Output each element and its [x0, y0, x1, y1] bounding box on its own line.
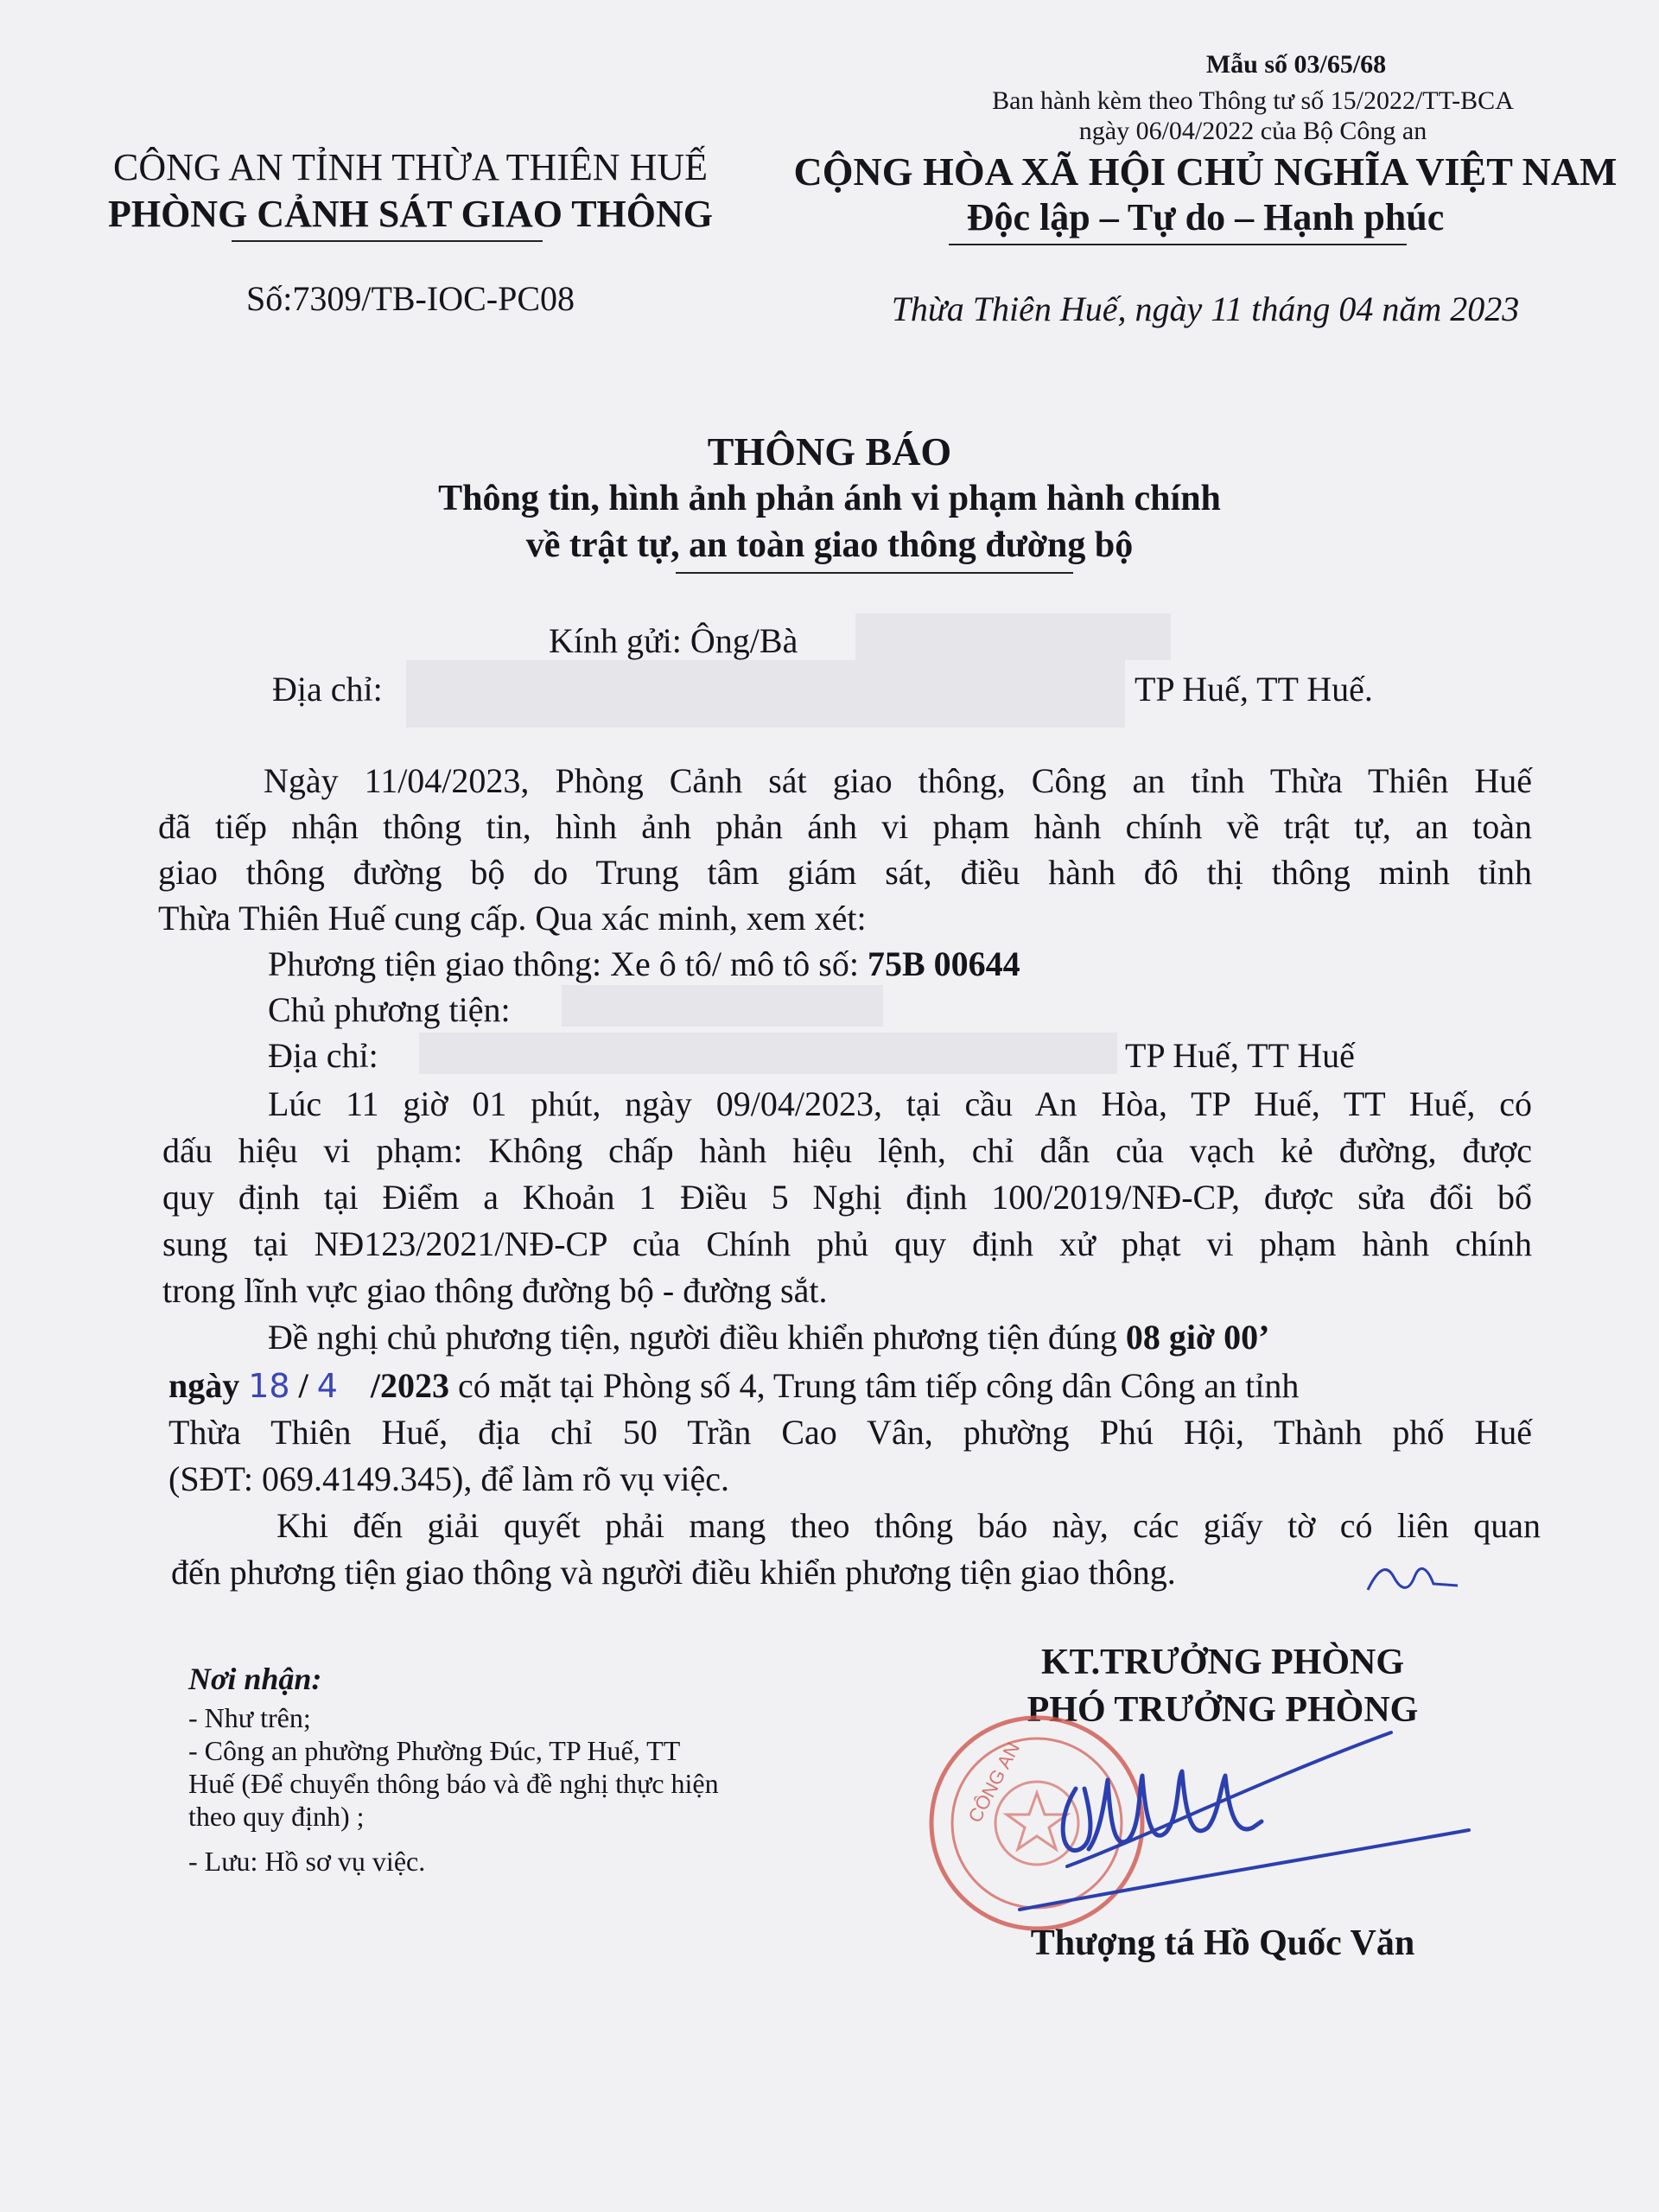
vehicle-label: Phương tiện giao thông: Xe ô tô/ mô tô số: — [268, 944, 859, 983]
paragraph-1-line-4: Thừa Thiên Huế cung cấp. Qua xác minh, xem xét: — [158, 899, 867, 938]
recipient-greeting: Kính gửi: Ông/Bà — [549, 621, 798, 660]
issuing-agency: CÔNG AN TỈNH THỪA THIÊN HUẾ — [112, 146, 708, 188]
appointment-year: /2023 — [370, 1366, 450, 1405]
handwritten-signature — [985, 1728, 1486, 1936]
document-subtitle-line1: Thông tin, hình ảnh phản ánh vi phạm hành chính — [438, 479, 1221, 518]
appointment-day-handwritten: 18 — [248, 1367, 290, 1405]
form-reference-line2: ngày 06/04/2022 của Bộ Công an — [1078, 117, 1427, 145]
receiver-line-2: - Công an phường Phường Đúc, TP Huế, TT — [188, 1735, 681, 1766]
form-reference-line1: Ban hành kèm theo Thông tư số 15/2022/TT-BCA — [992, 86, 1514, 115]
paragraph-3-line-1 — [268, 1317, 1269, 1357]
paragraph-3-line-4: (SĐT: 069.4149.345), để làm rõ vụ việc. — [168, 1459, 730, 1498]
vehicle-info — [268, 944, 1020, 984]
receiver-line-4: theo quy định) ; — [188, 1801, 365, 1832]
document-number: Số:7309/TB-IOC-PC08 — [245, 279, 575, 318]
receivers-title: Nơi nhận: — [188, 1662, 322, 1696]
issuing-department: PHÒNG CẢNH SÁT GIAO THÔNG — [107, 193, 714, 235]
redacted-owner-address — [419, 1033, 1117, 1074]
document-subtitle-line2: về trật tự, an toàn giao thông đường bộ — [525, 525, 1134, 565]
paragraph-4-line-2: đến phương tiện giao thông và người điều khiển phương tiện giao thông. — [171, 1553, 1176, 1592]
receiver-line-5: - Lưu: Hồ sơ vụ việc. — [188, 1846, 426, 1877]
signature-title-2: PHÓ TRƯỞNG PHÒNG — [1027, 1690, 1419, 1730]
paragraph-1-line-1: Ngày 11/04/2023, Phòng Cảnh sát giao thông, Công an tỉnh Thừa Thiên Huế — [264, 761, 1532, 800]
recipient-address-label: Địa chỉ: — [272, 670, 383, 709]
recipient-address-suffix: TP Huế, TT Huế. — [1135, 670, 1373, 709]
paragraph-2-line-4: sung tại NĐ123/2021/NĐ-CP của Chính phủ quy định xử phạt vi phạm hành chính — [162, 1224, 1532, 1263]
document-title: THÔNG BÁO — [707, 429, 952, 474]
motto-underline — [949, 244, 1407, 245]
owner-address-suffix: TP Huế, TT Huế — [1125, 1036, 1355, 1075]
redacted-recipient-name — [855, 613, 1171, 660]
paragraph-2-line-5: trong lĩnh vực giao thông đường bộ - đường sắt. — [162, 1271, 828, 1310]
appointment-location: có mặt tại Phòng số 4, Trung tâm tiếp công dân Công an tỉnh — [458, 1366, 1300, 1405]
owner-label: Chủ phương tiện: — [268, 990, 511, 1029]
appointment-day-label: ngày — [168, 1366, 240, 1405]
date-slash: / — [298, 1366, 308, 1405]
paragraph-3-line-3: Thừa Thiên Huế, địa chỉ 50 Trần Cao Vân, phường Phú Hội, Thành phố Huế — [168, 1413, 1532, 1452]
national-title: CỘNG HÒA XÃ HỘI CHỦ NGHĨA VIỆT NAM — [793, 149, 1618, 194]
receiver-line-1: - Như trên; — [188, 1702, 311, 1733]
owner-address-label: Địa chỉ: — [268, 1036, 378, 1075]
title-underline — [676, 572, 1073, 574]
appointment-time: 08 giờ 00’ — [1125, 1318, 1270, 1357]
paragraph-2-line-3: quy định tại Điểm a Khoản 1 Điều 5 Nghị định 100/2019/NĐ-CP, được sửa đổi bổ — [162, 1178, 1532, 1217]
paragraph-4-line-1: Khi đến giải quyết phải mang theo thông báo này, các giấy tờ có liên quan — [276, 1506, 1541, 1545]
redacted-recipient-address — [406, 660, 1125, 728]
initials-mark — [1361, 1551, 1465, 1603]
paragraph-2-line-2: dấu hiệu vi phạm: Không chấp hành hiệu lệnh, chỉ dẫn của vạch kẻ đường, được — [162, 1131, 1532, 1170]
stamp-text: CÔNG AN — [963, 1738, 1025, 1827]
signature-title-1: KT.TRƯỞNG PHÒNG — [1041, 1643, 1404, 1682]
vehicle-plate: 75B 00644 — [867, 944, 1020, 983]
department-underline — [232, 240, 543, 242]
paragraph-3-line-2 — [168, 1365, 1299, 1406]
receiver-line-3: Huế (Để chuyển thông báo và đề nghị thực hiện — [188, 1768, 719, 1799]
paragraph-1-line-2: đã tiếp nhận thông tin, hình ảnh phản ánh vi phạm hành chính về trật tự, an toàn — [158, 807, 1532, 846]
paragraph-2-line-1: Lúc 11 giờ 01 phút, ngày 09/04/2023, tại cầu An Hòa, TP Huế, TT Huế, có — [268, 1084, 1532, 1123]
place-and-date: Thừa Thiên Huế, ngày 11 tháng 04 năm 2023 — [891, 289, 1520, 328]
redacted-owner-name — [562, 985, 883, 1027]
appointment-month-handwritten: 4 — [316, 1367, 338, 1405]
appointment-request: Đề nghị chủ phương tiện, người điều khiển phương tiện đúng — [268, 1318, 1117, 1357]
signer-name: Thượng tá Hồ Quốc Văn — [1030, 1923, 1415, 1963]
form-number: Mẫu số 03/65/68 — [1205, 50, 1387, 79]
paragraph-1-line-3: giao thông đường bộ do Trung tâm giám sát, điều hành đô thị thông minh tỉnh — [158, 853, 1532, 892]
national-motto: Độc lập – Tự do – Hạnh phúc — [966, 196, 1445, 238]
